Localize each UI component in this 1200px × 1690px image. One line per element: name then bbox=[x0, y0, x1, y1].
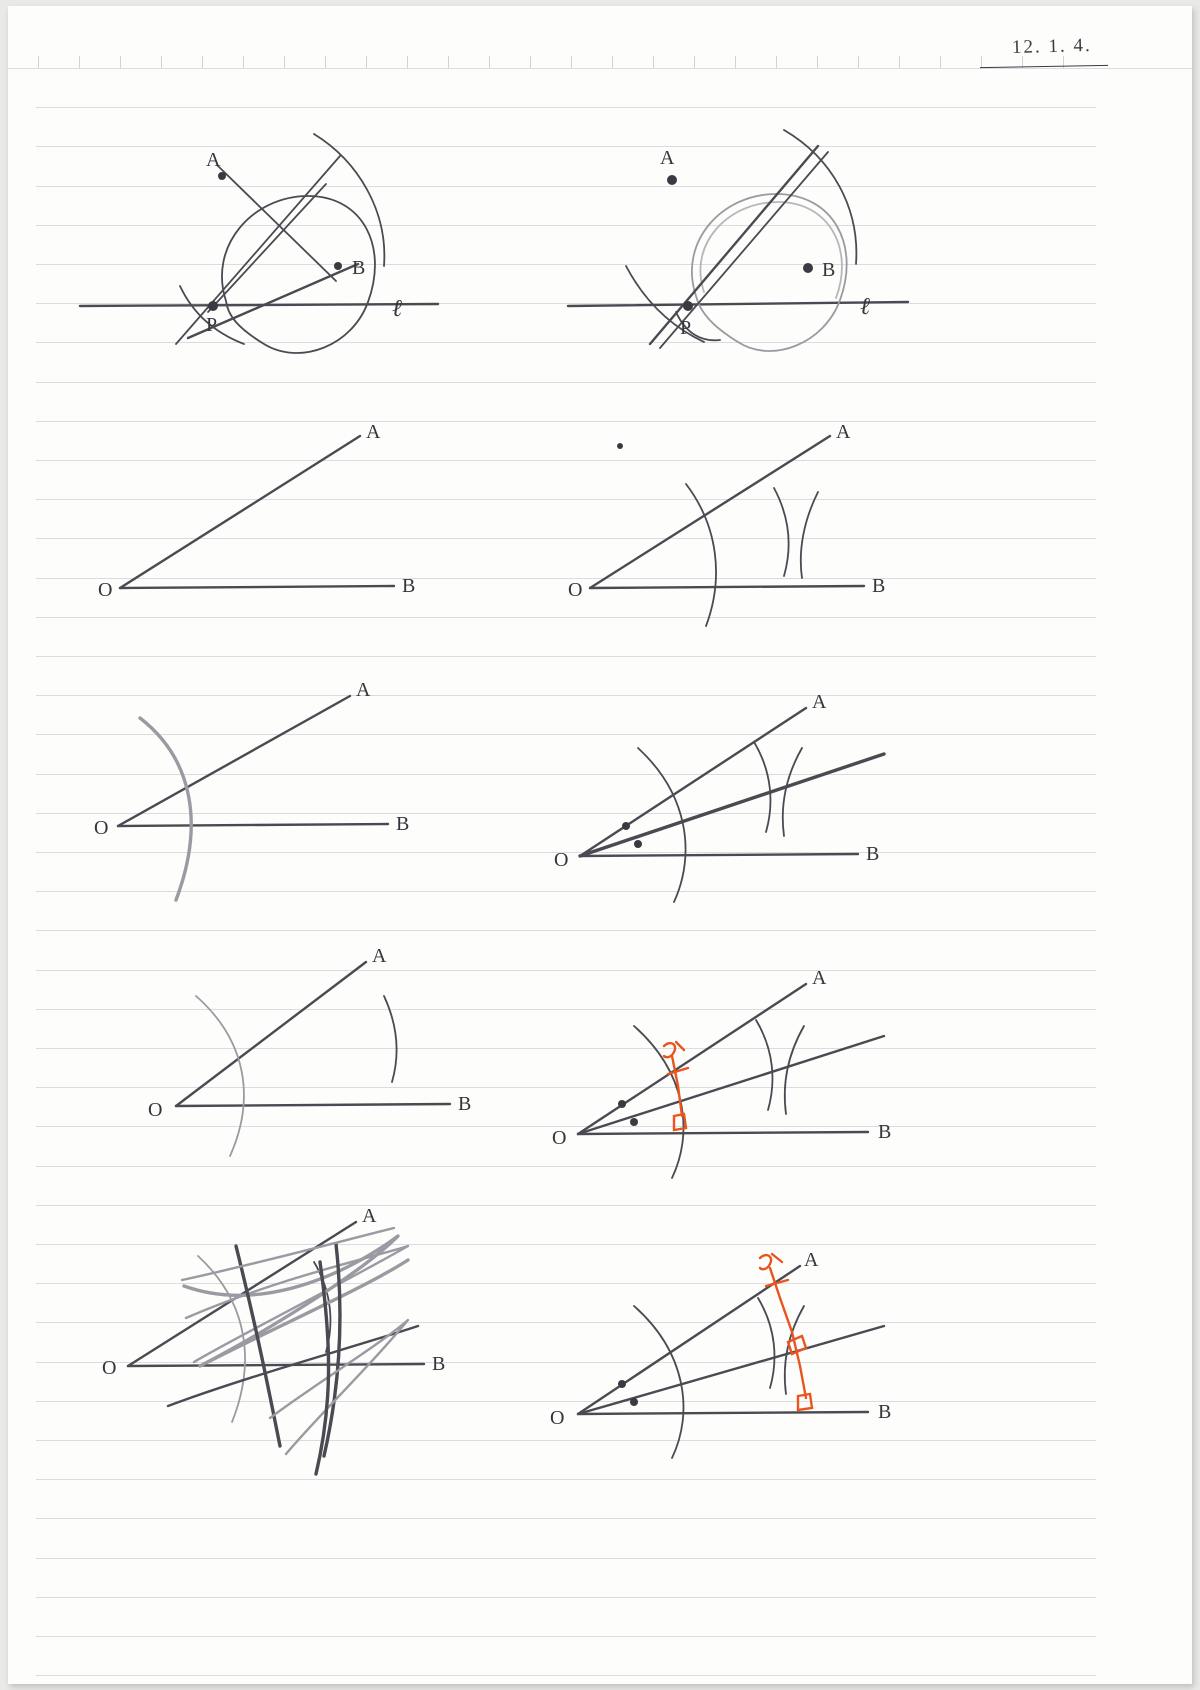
mark-dot-1 bbox=[618, 1380, 626, 1388]
point-a-dot bbox=[667, 175, 677, 185]
fig-1-label-b: B bbox=[352, 257, 366, 279]
margin-tick bbox=[653, 56, 654, 68]
date-note: 12. 1. 4. bbox=[1011, 34, 1093, 59]
fig-9-label-a: A bbox=[362, 1205, 377, 1227]
fig-8-label-o: O bbox=[552, 1127, 567, 1149]
fig-2-drawing bbox=[568, 116, 988, 376]
fig-8-label-a: A bbox=[812, 967, 827, 989]
margin-tick bbox=[735, 56, 736, 68]
mark-dot-2 bbox=[630, 1118, 638, 1126]
fig-10-label-a: A bbox=[804, 1249, 819, 1271]
point-b-dot bbox=[334, 262, 342, 270]
rule-line bbox=[36, 1518, 1096, 1519]
rule-line bbox=[36, 1597, 1096, 1598]
fig-3-label-a: A bbox=[366, 421, 381, 443]
mark-dot-1 bbox=[618, 1100, 626, 1108]
margin-tick bbox=[161, 56, 162, 68]
rule-line bbox=[36, 656, 1096, 657]
margin-tick bbox=[448, 56, 449, 68]
fig-7-drawing bbox=[118, 946, 538, 1166]
fig-6-label-o: O bbox=[554, 849, 569, 871]
margin-tick bbox=[325, 56, 326, 68]
margin-tick bbox=[530, 56, 531, 68]
margin-tick bbox=[571, 56, 572, 68]
margin-tick bbox=[489, 56, 490, 68]
fig-7-label-b: B bbox=[458, 1093, 472, 1115]
fig-5-label-a: A bbox=[356, 679, 371, 701]
fig-3-drawing bbox=[98, 421, 498, 626]
rule-line bbox=[36, 1479, 1096, 1480]
fig-6-label-b: B bbox=[866, 843, 880, 865]
rule-line bbox=[36, 421, 1096, 422]
margin-tick bbox=[243, 56, 244, 68]
rule-line bbox=[36, 107, 1096, 108]
fig-5-label-b: B bbox=[396, 813, 410, 835]
red-angle-mark-1 bbox=[664, 1043, 675, 1057]
point-a-dot bbox=[218, 172, 226, 180]
margin-tick bbox=[776, 56, 777, 68]
notebook-page bbox=[8, 6, 1192, 1684]
margin-tick bbox=[694, 56, 695, 68]
margin-tick bbox=[940, 56, 941, 68]
fig-3-label-o: O bbox=[98, 579, 113, 601]
fig-3-label-b: B bbox=[402, 575, 416, 597]
margin-tick bbox=[120, 56, 121, 68]
rule-line bbox=[36, 1558, 1096, 1559]
fig-4-label-a: A bbox=[836, 421, 851, 443]
margin-tick bbox=[202, 56, 203, 68]
fig-2-label-p: P bbox=[680, 317, 692, 339]
fig-9-label-o: O bbox=[102, 1357, 117, 1379]
rule-line bbox=[36, 382, 1096, 383]
mark-dot-2 bbox=[630, 1398, 638, 1406]
margin-tick bbox=[899, 56, 900, 68]
fig-4-label-o: O bbox=[568, 579, 583, 601]
margin-tick bbox=[284, 56, 285, 68]
mark-dot-2 bbox=[634, 840, 642, 848]
fig-9-drawing bbox=[102, 1205, 528, 1466]
fig-6-label-a: A bbox=[812, 691, 827, 713]
stray-dot bbox=[617, 443, 623, 449]
rule-line bbox=[36, 1675, 1096, 1676]
fig-8-label-b: B bbox=[878, 1121, 892, 1143]
margin-tick bbox=[612, 56, 613, 68]
red-segment bbox=[672, 1056, 682, 1116]
rule-line bbox=[8, 68, 1192, 69]
fig-8-drawing bbox=[548, 956, 968, 1176]
rule-line bbox=[36, 1636, 1096, 1637]
fig-4-label-b: B bbox=[872, 575, 886, 597]
fig-1-label-a: A bbox=[206, 149, 221, 171]
fig-1-drawing bbox=[68, 116, 488, 376]
fig-10-label-o: O bbox=[550, 1407, 565, 1429]
rule-line bbox=[36, 930, 1096, 931]
point-b-dot bbox=[803, 263, 813, 273]
point-p-dot bbox=[683, 301, 693, 311]
fig-10-label-b: B bbox=[878, 1401, 892, 1423]
fig-2-label-line: ℓ bbox=[860, 294, 870, 320]
fig-1-label-p: P bbox=[206, 314, 218, 336]
point-p-dot bbox=[208, 301, 218, 311]
margin-tick bbox=[858, 56, 859, 68]
fig-7-label-a: A bbox=[372, 945, 387, 967]
margin-tick bbox=[79, 56, 80, 68]
fig-5-label-o: O bbox=[94, 817, 109, 839]
red-right-angle bbox=[674, 1114, 686, 1130]
fig-4-drawing bbox=[568, 421, 968, 626]
fig-2-label-a: A bbox=[660, 147, 675, 169]
fig-5-drawing bbox=[88, 679, 488, 886]
fig-9-label-b: B bbox=[432, 1353, 446, 1375]
margin-tick bbox=[366, 56, 367, 68]
margin-tick bbox=[407, 56, 408, 68]
fig-7-label-o: O bbox=[148, 1099, 163, 1121]
fig-6-drawing bbox=[548, 686, 968, 906]
red-segment bbox=[770, 1268, 806, 1398]
fig-2-label-b: B bbox=[822, 259, 836, 281]
fig-1-label-line: ℓ bbox=[392, 296, 402, 322]
margin-tick bbox=[817, 56, 818, 68]
mark-dot-1 bbox=[622, 822, 630, 830]
red-tick-1 bbox=[676, 1042, 684, 1050]
fig-10-drawing bbox=[548, 1236, 968, 1456]
margin-tick bbox=[38, 56, 39, 68]
red-tick-1 bbox=[772, 1254, 782, 1262]
